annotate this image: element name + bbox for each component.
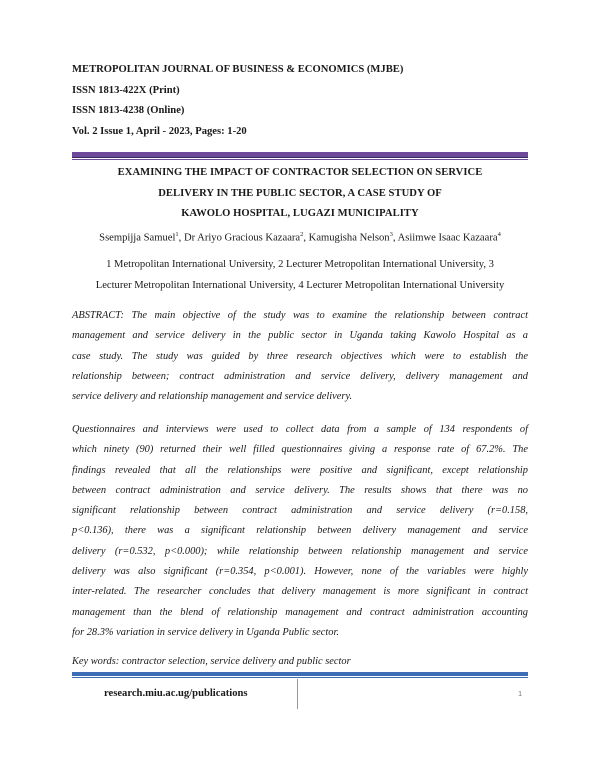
author-separator: , bbox=[178, 232, 184, 244]
abstract-line: relationship between; contract administration and service delivery, delivery management and bbox=[72, 370, 528, 382]
author-affiliation-mark: 4 bbox=[497, 231, 501, 238]
author-name: Kamugisha Nelson bbox=[308, 232, 390, 244]
abstract bbox=[72, 306, 528, 407]
author-name: Dr Ariyo Gracious Kazaara bbox=[183, 232, 301, 244]
footer-divider bbox=[72, 672, 528, 676]
body-line: Questionnaires and interviews were used to collect data from a sample of 134 respondents of bbox=[72, 424, 528, 435]
volume-info: Vol. 2 Issue 1, April - 2023, Pages: 1-20 bbox=[72, 125, 247, 137]
author-separator: , bbox=[303, 232, 309, 244]
abstract-line: ABSTRACT: The main objective of the study was to examine the relationship between contract bbox=[72, 310, 528, 321]
body-line: management than the blend of relationship management and contract administration accounting bbox=[72, 606, 528, 618]
keywords bbox=[72, 652, 528, 672]
body-line: delivery was also significant (r=0.354, p<0.001). However, none of the variables were highly bbox=[72, 566, 528, 578]
author-affiliation-mark: 1 bbox=[175, 231, 179, 238]
footer-vertical-divider bbox=[297, 679, 298, 709]
body-line: inter-related. The researcher concludes that delivery management is more significant in contract bbox=[72, 586, 528, 598]
page-number: 1 bbox=[518, 689, 523, 698]
header-divider-thin bbox=[72, 159, 528, 160]
abstract-line: service delivery and relationship management and service delivery. bbox=[72, 391, 353, 403]
body-line: delivery (r=0.532, p<0.000); while relationship between relationship management and service bbox=[72, 545, 528, 557]
abstract-line: management and service delivery in the public sector in Uganda taking Kawolo Hospital as a bbox=[72, 330, 528, 342]
author-affiliation-mark: 2 bbox=[300, 231, 304, 238]
affiliation-line: 1 Metropolitan International University, 2 Lecturer Metropolitan International University, 3 bbox=[106, 259, 494, 270]
affiliations bbox=[60, 255, 540, 296]
methods-results-paragraph bbox=[72, 420, 528, 643]
footer-divider-thin bbox=[72, 677, 528, 678]
body-line: which ninety (90) returned their well filled questionnaires giving a response rate of 67.2%. The bbox=[72, 444, 528, 456]
body-line: between contract administration and service delivery. The results shows that there was no bbox=[72, 484, 528, 496]
body-line: findings revealed that all the relationships were positive and significant, except relationship bbox=[72, 464, 528, 476]
author-list bbox=[60, 227, 540, 247]
author-affiliation-mark: 3 bbox=[389, 231, 393, 238]
author-name: Ssempijja Samuel bbox=[99, 232, 176, 244]
issn-print: ISSN 1813-422X (Print) bbox=[72, 84, 180, 96]
body-line: for 28.3% variation in service delivery in Uganda Public sector. bbox=[72, 626, 339, 638]
issn-online: ISSN 1813-4238 (Online) bbox=[72, 105, 185, 116]
abstract-line: case study. The study was guided by three research objectives which were to establish the bbox=[72, 350, 528, 362]
title-line: KAWOLO HOSPITAL, LUGAZI MUNICIPALITY bbox=[181, 208, 419, 219]
header-divider bbox=[72, 152, 528, 158]
paper-title bbox=[72, 163, 528, 225]
title-line: EXAMINING THE IMPACT OF CONTRACTOR SELECTION ON SERVICE bbox=[117, 167, 483, 178]
journal-header bbox=[72, 60, 532, 142]
body-line: significant relationship between contract administration and service delivery (r=0.158, bbox=[72, 505, 528, 517]
author-name: Asiimwe Isaac Kazaara bbox=[397, 232, 498, 244]
body-line: p<0.136), there was a significant relationship between delivery management and service bbox=[72, 525, 528, 537]
affiliation-line: Lecturer Metropolitan International University, 4 Lecturer Metropolitan International University bbox=[95, 279, 505, 291]
journal-name: METROPOLITAN JOURNAL OF BUSINESS & ECONOMICS (MJBE) bbox=[72, 64, 404, 75]
footer-url[interactable]: research.miu.ac.ug/publications bbox=[104, 688, 248, 699]
keywords-text: Key words: contractor selection, service delivery and public sector bbox=[72, 656, 351, 667]
author-separator: , bbox=[392, 232, 398, 244]
title-line: DELIVERY IN THE PUBLIC SECTOR, A CASE STUDY OF bbox=[158, 187, 442, 199]
